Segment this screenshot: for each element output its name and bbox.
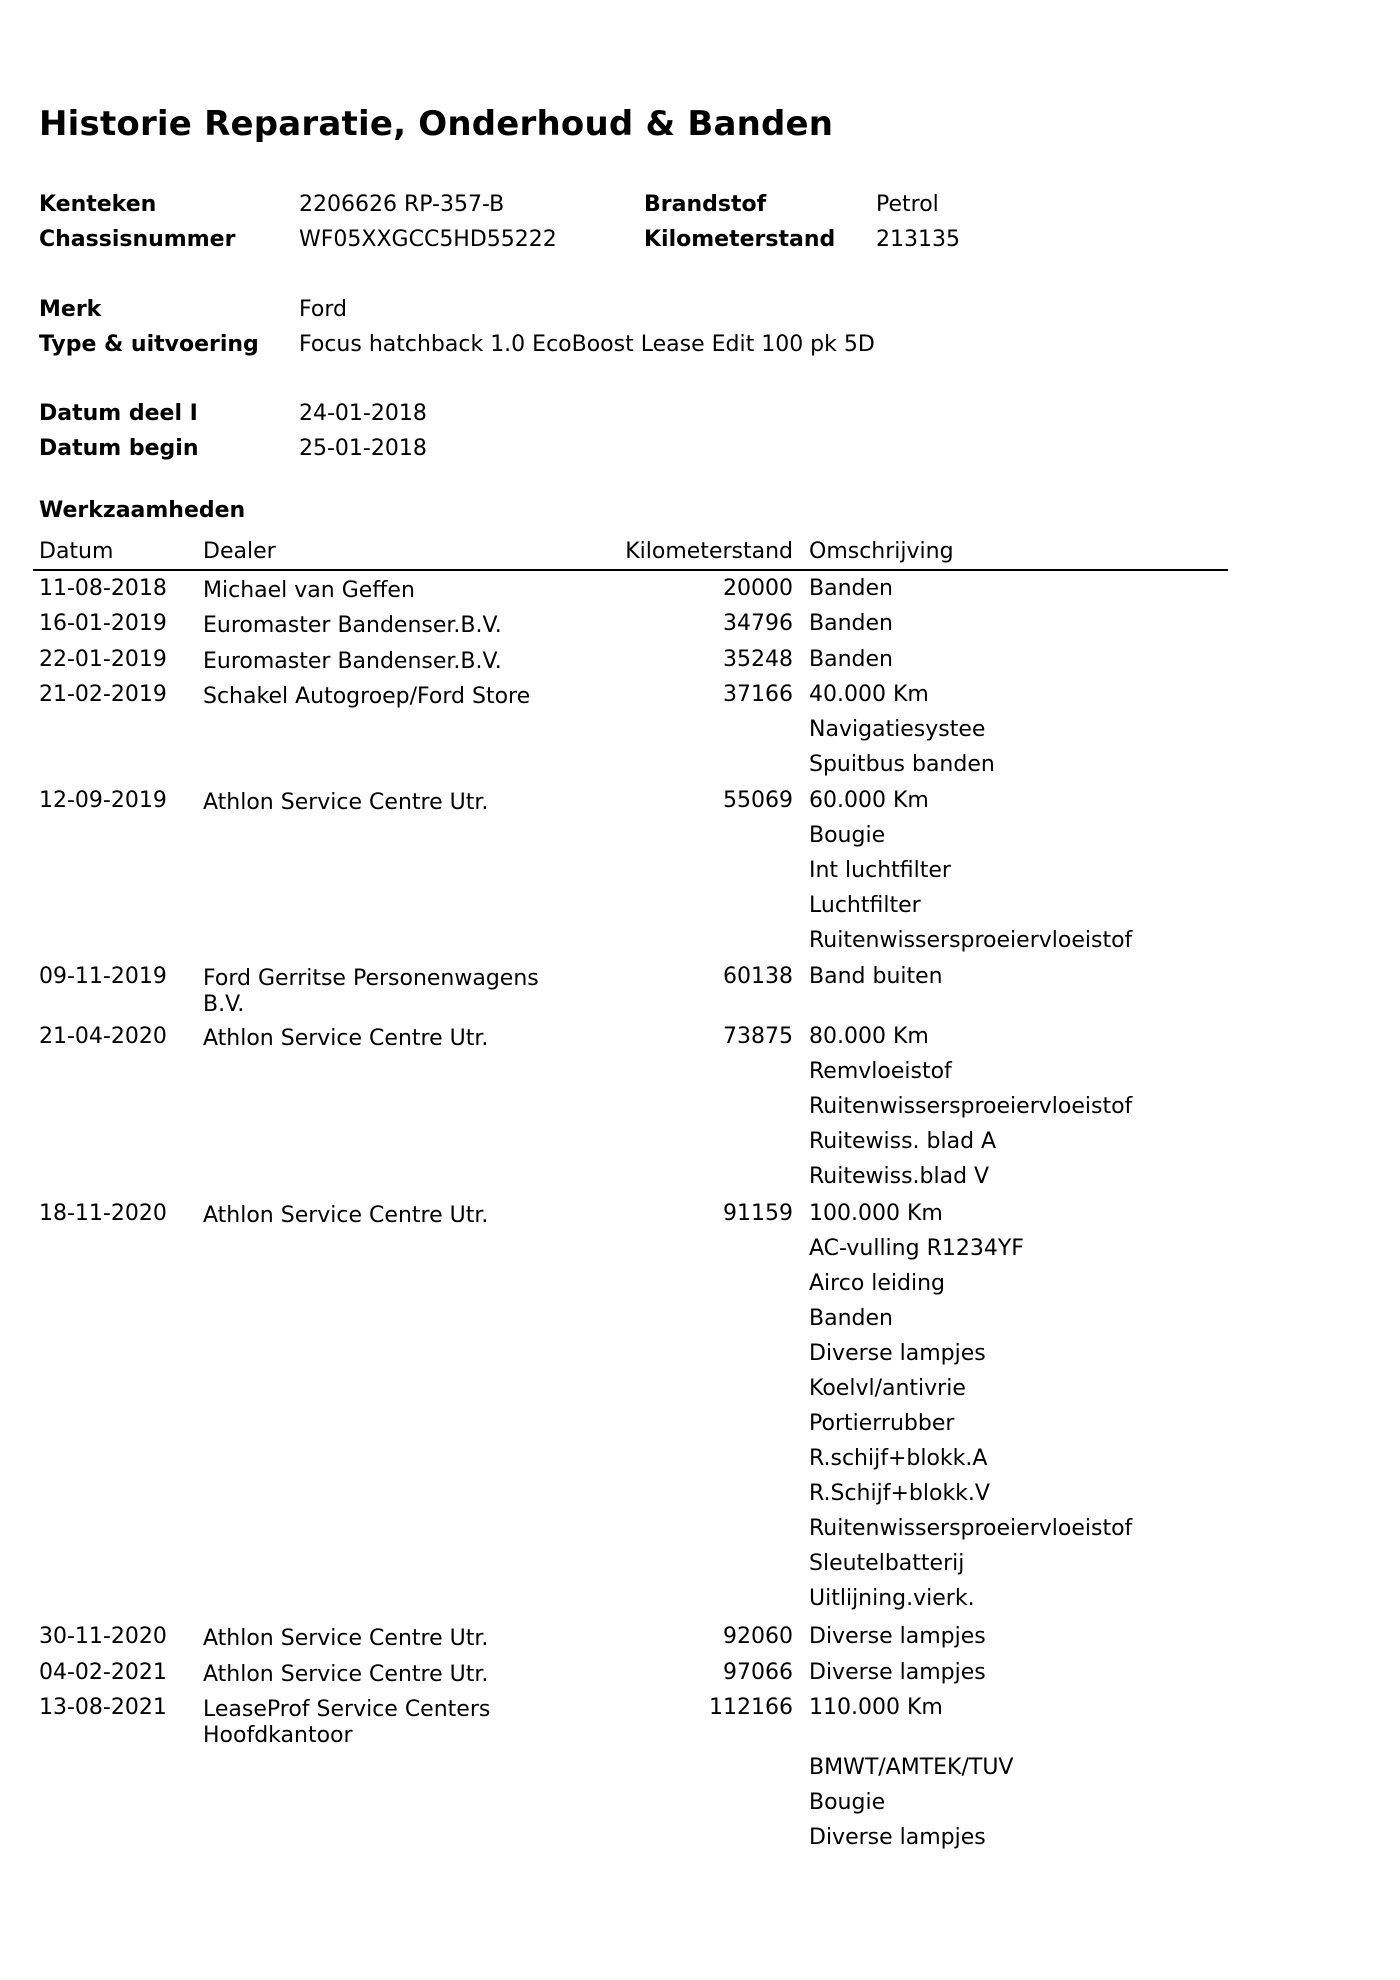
header-datum: Datum <box>39 539 114 564</box>
table-row <box>33 677 1228 783</box>
row-datum: 09-11-2019 <box>39 964 167 990</box>
omschrijving-item: Banden <box>809 576 893 601</box>
row-datum: 21-02-2019 <box>39 681 167 707</box>
kenteken-label: Kenteken <box>39 192 157 217</box>
header-dealer: Dealer <box>203 539 276 564</box>
row-dealer: Athlon Service Centre Utr. <box>203 1626 489 1652</box>
omschrijving-item: Band buiten <box>809 964 943 990</box>
chassis-value: WF05XXGCC5HD55222 <box>299 227 557 252</box>
omschrijving-item: Ruitewiss. blad A <box>809 1129 997 1155</box>
table-row <box>33 1690 1228 1856</box>
row-omschrijving <box>809 1619 986 1654</box>
omschrijving-item: Koelvl/antivrie <box>809 1375 966 1401</box>
omschrijving-item: BMWT/AMTEK/TUV <box>809 1754 1014 1780</box>
table-row <box>33 1196 1228 1620</box>
omschrijving-item: Ruitenwissersproeiervloeistof <box>809 927 1133 953</box>
vehicle-model-values <box>299 292 875 362</box>
row-dealer: Athlon Service Centre Utr. <box>203 789 489 815</box>
table-row <box>33 571 1228 606</box>
row-dealer: Euromaster Bandenser.B.V. <box>203 648 502 674</box>
omschrijving-item: 100.000 Km <box>809 1200 943 1226</box>
row-datum: 21-04-2020 <box>39 1024 167 1050</box>
omschrijving-item: Banden <box>809 1305 893 1331</box>
row-kilometerstand: 35248 <box>723 646 793 672</box>
omschrijving-item: R.schijf+blokk.A <box>809 1445 988 1471</box>
vehicle-info-left-values <box>299 187 557 257</box>
omschrijving-item: Airco leiding <box>809 1270 946 1296</box>
row-dealer: Ford Gerritse Personenwagens B.V. <box>203 966 539 1018</box>
row-datum: 12-09-2019 <box>39 787 167 813</box>
row-kilometerstand: 97066 <box>723 1659 793 1685</box>
row-datum: 04-02-2021 <box>39 1659 167 1685</box>
row-kilometerstand: 55069 <box>723 787 793 813</box>
omschrijving-item: Uitlijning.vierk. <box>809 1585 975 1611</box>
omschrijving-item: Int luchtfilter <box>809 857 951 883</box>
header-kilometerstand: Kilometerstand <box>625 539 793 564</box>
omschrijving-item: Diverse lampjes <box>809 1659 986 1685</box>
omschrijving-item: Diverse lampjes <box>809 1824 986 1850</box>
vehicle-model-labels <box>39 292 259 362</box>
omschrijving-item: Luchtfilter <box>809 892 921 918</box>
row-kilometerstand: 92060 <box>723 1624 793 1650</box>
omschrijving-item: Portierrubber <box>809 1410 955 1436</box>
row-omschrijving <box>809 642 893 677</box>
table-row <box>33 1655 1228 1690</box>
row-omschrijving <box>809 571 893 606</box>
omschrijving-item: 110.000 Km <box>809 1694 943 1720</box>
vehicle-info-right-values <box>876 187 960 257</box>
row-dealer: Euromaster Bandenser.B.V. <box>203 613 502 639</box>
omschrijving-item: Navigatiesystee <box>809 716 986 742</box>
page-title: Historie Reparatie, Onderhoud & Banden <box>39 104 834 144</box>
omschrijving-item: 40.000 Km <box>809 681 929 707</box>
row-kilometerstand: 73875 <box>723 1024 793 1050</box>
type-value: Focus hatchback 1.0 EcoBoost Lease Edit 100 pk 5D <box>299 332 875 357</box>
row-omschrijving <box>809 1655 986 1690</box>
omschrijving-item: Remvloeistof <box>809 1059 952 1085</box>
row-datum: 18-11-2020 <box>39 1200 167 1226</box>
row-datum: 11-08-2018 <box>39 576 167 601</box>
omschrijving-item: Diverse lampjes <box>809 1340 986 1366</box>
row-datum: 16-01-2019 <box>39 611 167 637</box>
table-row <box>33 606 1228 641</box>
werkzaamheden-title: Werkzaamheden <box>39 498 246 523</box>
table-header <box>33 534 1228 571</box>
brandstof-value: Petrol <box>876 192 939 217</box>
row-kilometerstand: 34796 <box>723 611 793 637</box>
datum-deel-label: Datum deel I <box>39 401 198 426</box>
type-label: Type & uitvoering <box>39 332 259 357</box>
row-dealer: Schakel Autogroep/Ford Store <box>203 683 531 709</box>
kenteken-value: 2206626 RP-357-B <box>299 192 505 217</box>
omschrijving-item: Bougie <box>809 1789 886 1815</box>
date-labels <box>39 396 199 466</box>
vehicle-info-left <box>39 187 235 257</box>
chassis-label: Chassisnummer <box>39 227 236 252</box>
row-dealer: Athlon Service Centre Utr. <box>203 1202 489 1228</box>
row-omschrijving <box>809 1196 1132 1616</box>
merk-label: Merk <box>39 297 102 322</box>
row-omschrijving <box>809 606 893 641</box>
kilometerstand-value: 213135 <box>876 227 960 252</box>
row-kilometerstand: 112166 <box>709 1694 793 1720</box>
omschrijving-item: Banden <box>809 646 893 672</box>
omschrijving-item: Banden <box>809 611 893 637</box>
row-kilometerstand: 60138 <box>723 964 793 990</box>
table-row <box>33 1619 1228 1654</box>
row-omschrijving <box>809 1690 1013 1855</box>
row-omschrijving <box>809 959 943 994</box>
kilometerstand-label: Kilometerstand <box>644 227 836 252</box>
header-omschrijving: Omschrijving <box>809 539 954 564</box>
table-row <box>33 642 1228 677</box>
row-omschrijving <box>809 783 1132 958</box>
vehicle-info-right <box>644 187 835 257</box>
omschrijving-item: Ruitenwissersproeiervloeistof <box>809 1094 1133 1120</box>
merk-value: Ford <box>299 297 347 322</box>
row-dealer: Athlon Service Centre Utr. <box>203 1026 489 1052</box>
row-dealer: LeaseProf Service Centers Hoofdkantoor <box>203 1696 491 1748</box>
omschrijving-item: 80.000 Km <box>809 1024 929 1050</box>
omschrijving-item: Bougie <box>809 822 886 848</box>
datum-begin-label: Datum begin <box>39 436 199 461</box>
row-dealer: Michael van Geffen <box>203 578 415 603</box>
row-datum: 13-08-2021 <box>39 1694 167 1720</box>
table-row <box>33 1019 1228 1196</box>
datum-deel-value: 24-01-2018 <box>299 401 427 426</box>
omschrijving-item: Diverse lampjes <box>809 1624 986 1650</box>
datum-begin-value: 25-01-2018 <box>299 436 427 461</box>
omschrijving-item: Ruitenwissersproeiervloeistof <box>809 1515 1133 1541</box>
date-values <box>299 396 427 466</box>
brandstof-label: Brandstof <box>644 192 767 217</box>
row-datum: 22-01-2019 <box>39 646 167 672</box>
werkzaamheden-table <box>33 571 1228 1856</box>
omschrijving-item: Sleutelbatterij <box>809 1550 965 1576</box>
row-omschrijving <box>809 677 995 782</box>
row-datum: 30-11-2020 <box>39 1624 167 1650</box>
omschrijving-item: AC-vulling R1234YF <box>809 1235 1024 1261</box>
table-row <box>33 959 1228 1019</box>
omschrijving-item: Spuitbus banden <box>809 751 995 777</box>
row-omschrijving <box>809 1019 1132 1194</box>
omschrijving-item: R.Schijf+blokk.V <box>809 1480 990 1506</box>
row-dealer: Athlon Service Centre Utr. <box>203 1661 489 1687</box>
row-kilometerstand: 20000 <box>723 576 793 601</box>
row-kilometerstand: 37166 <box>723 681 793 707</box>
table-row <box>33 783 1228 960</box>
omschrijving-item: 60.000 Km <box>809 787 929 813</box>
row-kilometerstand: 91159 <box>723 1200 793 1226</box>
omschrijving-item: Ruitewiss.blad V <box>809 1164 990 1190</box>
